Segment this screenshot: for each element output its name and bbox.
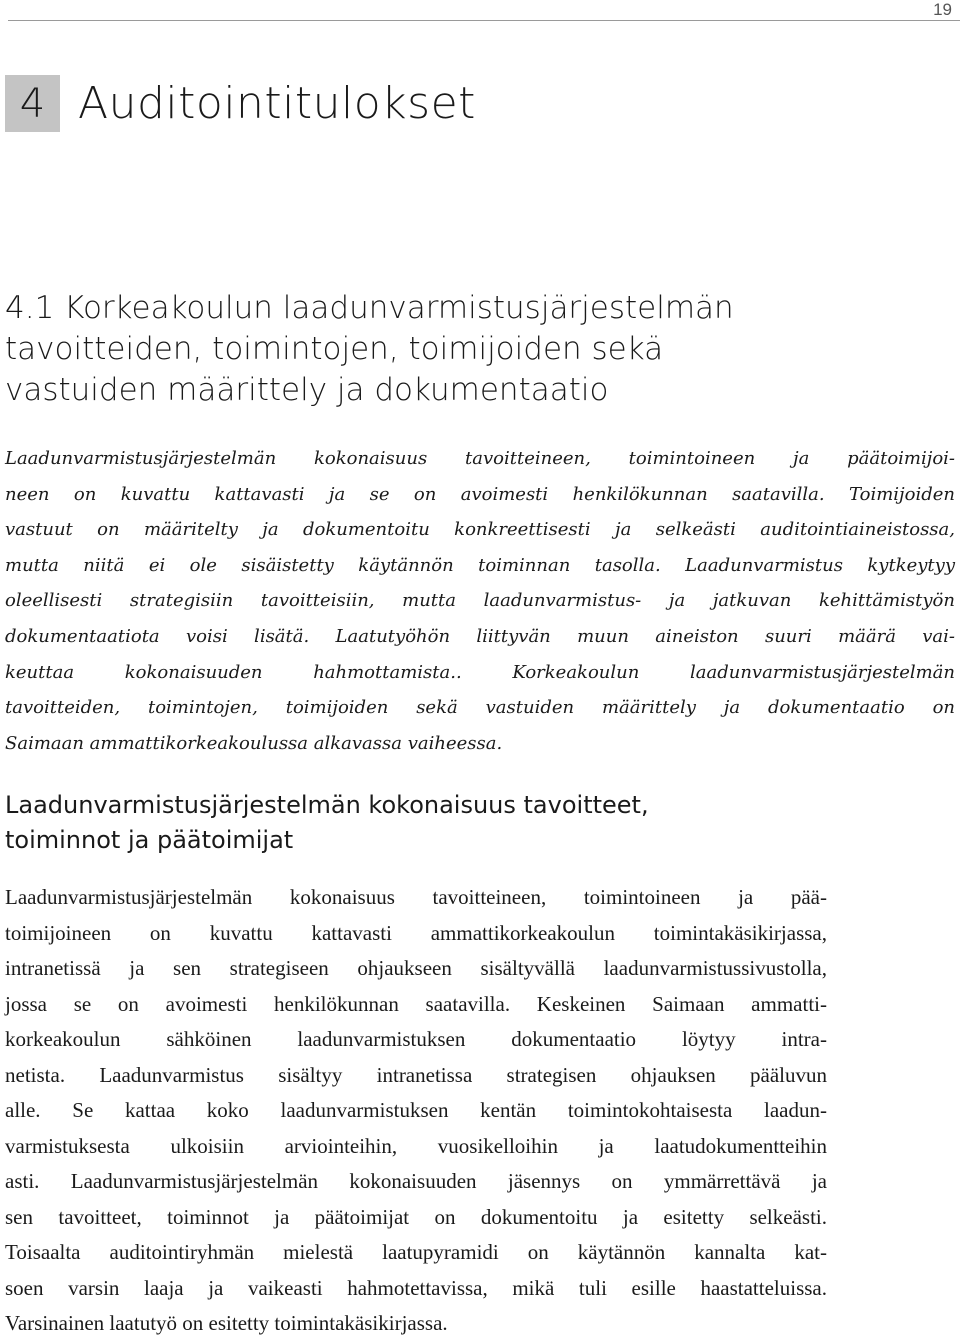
intro-line: vastuut on määritelty ja dokumentoitu konkreettisesti ja selkeästi auditointiaineistossa, xyxy=(5,519,955,541)
section-heading-line: 4.1 Korkeakoulun laadunvarmistusjärjestelmän xyxy=(5,290,734,326)
header-rule xyxy=(8,20,960,21)
intro-line: oleellisesti strategisiin tavoitteisiin, mutta laadunvarmistus- ja jatkuvan kehittämistyön xyxy=(5,590,955,612)
intro-line: Saimaan ammattikorkeakoulussa alkavassa vaiheessa. xyxy=(5,732,503,754)
chapter-number: 4 xyxy=(5,75,60,132)
body-line: korkeakoulun sähköinen laadunvarmistuksen dokumentaatio löytyy intra- xyxy=(5,1027,827,1051)
body-line: varmistuksesta ulkoisiin arviointeihin, vuosikelloihin ja laatudokumentteihin xyxy=(5,1133,827,1158)
section-heading xyxy=(5,288,955,411)
body-line: Laadunvarmistusjärjestelmän kokonaisuus tavoitteineen, toimintoineen ja pää- xyxy=(5,885,827,909)
intro-line: mutta niitä ei ole sisäistetty käytännön toiminnan tasolla. Laadunvarmistus kytkeytyy xyxy=(5,554,955,576)
intro-line: tavoitteiden, toimintojen, toimijoiden sekä vastuiden määrittely ja dokumentaatio on xyxy=(5,697,955,719)
body-line: alle. Se kattaa koko laadunvarmistuksen kentän toimintokohtaisesta laadun- xyxy=(5,1098,827,1122)
chapter-title: Auditointitulokset xyxy=(78,78,476,129)
intro-summary xyxy=(5,441,955,761)
body-line: soen varsin laaja ja vaikeasti hahmotettavissa, mikä tuli esille haastatteluissa. xyxy=(5,1275,827,1300)
body-line: Toisaalta auditointiryhmän mielestä laatupyramidi on käytännön kannalta kat- xyxy=(5,1240,827,1264)
subsection-heading-line: Laadunvarmistusjärjestelmän kokonaisuus tavoitteet, xyxy=(5,791,649,819)
body-line: sen tavoitteet, toiminnot ja päätoimijat on dokumentoitu ja esitetty selkeästi. xyxy=(5,1204,827,1229)
intro-line: neen on kuvattu kattavasti ja se on avoimesti henkilökunnan saatavilla. Toimijoiden xyxy=(5,483,955,505)
chapter-heading xyxy=(5,75,476,132)
subsection-heading-line: toiminnot ja päätoimijat xyxy=(5,826,294,854)
body-line: asti. Laadunvarmistusjärjestelmän kokonaisuuden jäsennys on ymmärrettävä ja xyxy=(5,1169,827,1193)
body-line: jossa se on avoimesti henkilökunnan saatavilla. Keskeinen Saimaan ammatti- xyxy=(5,991,827,1016)
intro-line: Laadunvarmistusjärjestelmän kokonaisuus tavoitteineen, toimintoineen ja päätoimijoi- xyxy=(5,448,955,469)
intro-line: dokumentaatiota voisi lisätä. Laatutyöhön liittyvän muun aineiston suuri määrä vai- xyxy=(5,625,955,647)
body-line: netista. Laadunvarmistus sisältyy intranetissa strategisen ohjauksen pääluvun xyxy=(5,1062,827,1087)
body-line: intranetissä ja sen strategiseen ohjaukseen sisältyvällä laadunvarmistussivustolla, xyxy=(5,956,827,980)
body-line: Varsinainen laatutyö on esitetty toimintakäsikirjassa. xyxy=(5,1311,448,1335)
subsection-heading xyxy=(5,788,955,858)
body-line: toimijoineen on kuvattu kattavasti ammattikorkeakoulun toimintakäsikirjassa, xyxy=(5,920,827,945)
intro-line: keuttaa kokonaisuuden hahmottamista.. Korkeakoulun laadunvarmistusjärjestelmän xyxy=(5,661,955,683)
body-paragraph xyxy=(5,880,827,1342)
section-heading-line: vastuiden määrittely ja dokumentaatio xyxy=(5,372,609,408)
section-heading-line: tavoitteiden, toimintojen, toimijoiden sekä xyxy=(5,331,664,367)
page-number: 19 xyxy=(933,0,952,19)
